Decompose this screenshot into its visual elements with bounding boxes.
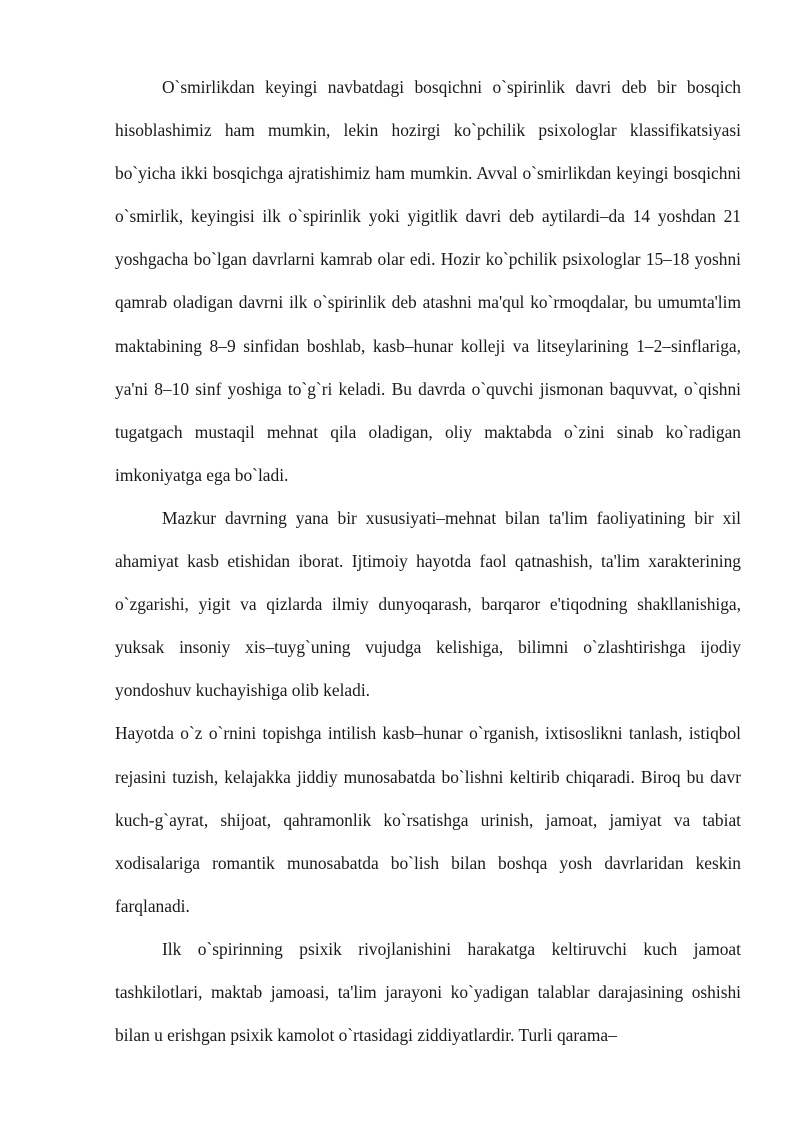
paragraph-1: O`smirlikdan keyingi navbatdagi bosqichni o`spirinlik davri deb bir bosqich hisoblashimiz ham mumkin, lekin hozirgi ko`pchilik psixologlar klassifikatsiyasi bo`yicha ikki bosqichga ajratishimiz ham mumkin. Avval o`smirlikdan keyingi bosqichni o`smirlik, keyingisi ilk o`spirinlik yoki yigitlik davri deb aytilardi–da 14 yoshdan 21 yoshgacha bo`lgan davrlarni kamrab olar edi. Hozir ko`pchilik psixologlar 15–18 yoshni qamrab oladigan davrni ilk o`spirinlik deb atashni ma'qul ko`rmoqdalar, bu umumta'lim maktabining 8–9 sinfidan boshlab, kasb–hunar kolleji va litseylarining 1–2–sinflariga, ya'ni 8–10 sinf yoshiga to`g`ri keladi. Bu davrda o`quvchi jismonan baquvvat, o`qishni tugatgach mustaqil mehnat qila oladigan, oliy maktabda o`zini sinab ko`radigan imkoniyatga ega bo`ladi. [115,77,741,485]
paragraph-4: Ilk o`spirinning psixik rivojlanishini harakatga keltiruvchi kuch jamoat tashkilotlari, maktab jamoasi, ta'lim jarayoni ko`yadigan talablar darajasining oshishi bilan u erishgan psixik kamolot o`rtasidagi ziddiyatlardir. Turli qarama– [115,938,741,1046]
paragraph-2: Mazkur davrning yana bir xususiyati–mehnat bilan ta'lim faoliyatining bir xil ahamiyat kasb etishidan iborat. Ijtimoiy hayotda faol qatnashish, ta'lim xarakterining o`zgarishi, yigit va qizlarda ilmiy dunyoqarash, barqaror e'tiqodning shakllanishiga, yuksak insoniy xis–tuyg`uning vujudga kelishiga, bilimni o`zlashtirishga ijodiy yondoshuv kuchayishiga olib keladi. [115,507,741,701]
document-body [115,66,741,1057]
paragraph-3: Hayotda o`z o`rnini topishga intilish kasb–hunar o`rganish, ixtisoslikni tanlash, istiqbol rejasini tuzish, kelajakka jiddiy munosabatda bo`lishni keltirib chiqaradi. Biroq bu davr kuch-g`ayrat, shijoat, qahramonlik ko`rsatishga urinish, jamoat, jamiyat va tabiat xodisalariga romantik munosabatda bo`lish bilan boshqa yosh davrlaridan keskin farqlanadi. [115,723,741,916]
